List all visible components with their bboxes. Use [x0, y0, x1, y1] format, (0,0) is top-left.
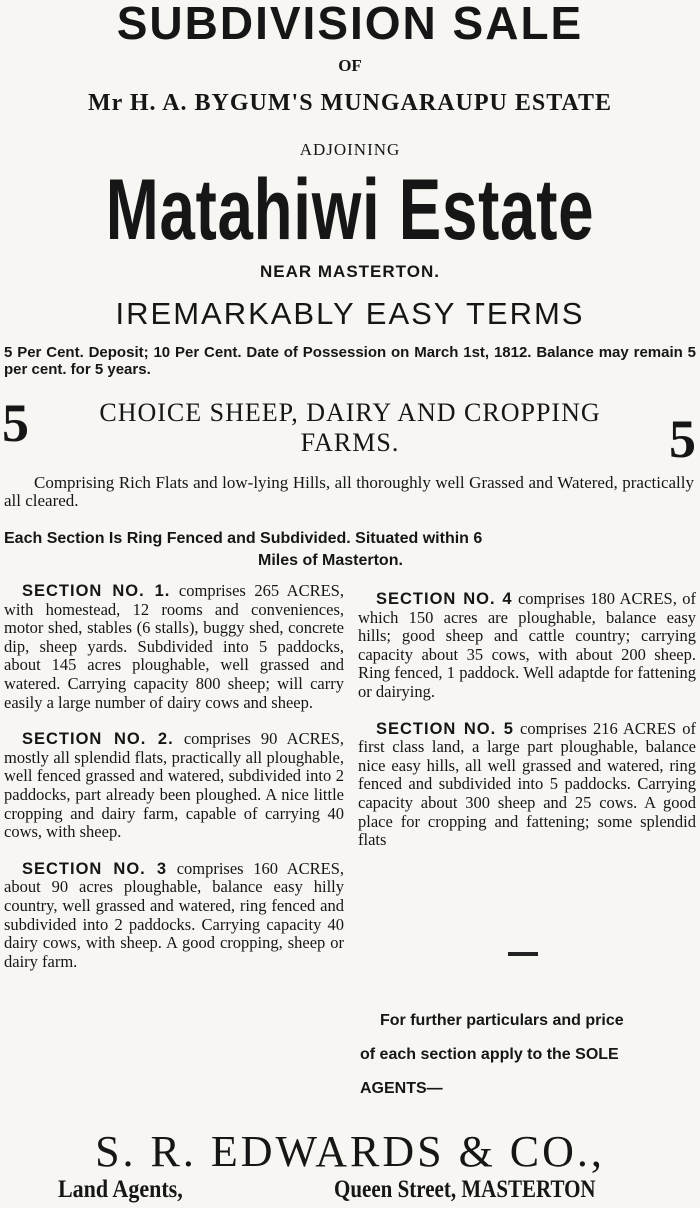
- of-label: OF: [338, 56, 362, 75]
- sale-title: SUBDIVISION SALE: [116, 0, 584, 49]
- farms-heading: CHOICE SHEEP, DAIRY AND CROPPING FARMS.: [99, 398, 601, 457]
- agent-role: Land Agents,: [58, 1176, 183, 1203]
- terms-heading: IREMARKABLY EASY TERMS: [115, 296, 585, 331]
- estate-name: Matahiwi Estate: [105, 162, 595, 258]
- owner-line: Mr H. A. BYGUM'S MUNGARAUPU ESTATE: [87, 90, 612, 116]
- section-2-heading: SECTION NO. 2.: [22, 730, 174, 749]
- section-4: [358, 590, 696, 702]
- sections-left-column: [4, 582, 344, 989]
- farm-count-left: 5: [2, 393, 29, 453]
- section-3-text: comprises 160 ACRES, about 90 acres ploughable, balance easy hilly country, well grassed and watered, ring fenced and subdivided into 2 paddocks. Carrying capacity 40 dairy cows, with sheep. A good cropping, sheep or dairy farm.: [4, 858, 344, 971]
- agent-name: S. R. EDWARDS & CO.,: [95, 1127, 605, 1176]
- deposit-terms: 5 Per Cent. Deposit; 10 Per Cent. Date of Possession on March 1st, 1812. Balance may remain 5 per cent. for 5 years.: [4, 344, 696, 378]
- section-5-text: comprises 216 ACRES of first class land, a large part ploughable, balance nice easy hills, all well grassed and watered, ring fenced and subdivided into 5 paddocks. Carrying capacity about 300 sheep and 25 cows. A good place for cropping and fattening; some splendid flats: [358, 718, 696, 850]
- further-line-3: AGENTS—: [360, 1080, 443, 1097]
- fencing-note-line-1: Each Section Is Ring Fenced and Subdivided. Situated within 6: [4, 530, 483, 547]
- section-1-heading: SECTION NO. 1.: [22, 582, 171, 600]
- further-line-1: For further particulars and price: [380, 1012, 624, 1029]
- location-line: NEAR MASTERTON.: [260, 262, 440, 281]
- section-1-text: comprises 265 ACRES, with homestead, 12 rooms and conveniences, motor shed, stables (6 stalls), buggy shed, concrete dip, sheep yards. Subdivided into 5 paddocks, about 145 acres ploughable, well grassed and watered. Carrying capacity 800 sheep; will carry easily a large number of dairy cows and sheep.: [4, 581, 344, 712]
- section-4-heading: SECTION NO. 4: [376, 590, 513, 608]
- fencing-note-line-2: Miles of Masterton.: [258, 552, 403, 569]
- description-paragraph: Comprising Rich Flats and low-lying Hills, all thoroughly well Grassed and Watered, practically all cleared.: [4, 473, 694, 510]
- agent-address: Queen Street, MASTERTON: [334, 1176, 596, 1203]
- section-5-heading: SECTION NO. 5: [376, 719, 514, 738]
- section-2-text: comprises 90 ACRES, mostly all splendid flats, practically all ploughable, well fenced grassed and watered, subdivided into 2 paddocks, part already been ploughed. A nice little cropping and dairy farm, capable of carrying 40 cows, with sheep.: [4, 729, 344, 842]
- section-3-heading: SECTION NO. 3: [22, 859, 168, 878]
- further-particulars: [360, 1004, 696, 1106]
- section-4-text: comprises 180 ACRES, of which 150 acres are ploughable, balance easy hills; good sheep and cattle country; carrying capacity about 35 cows, with about 200 sheep. Ring fenced, 1 paddock. Well adaptde for fattening or dairying.: [358, 589, 696, 701]
- further-line-2: of each section apply to the SOLE: [360, 1046, 619, 1063]
- sections-right-column: [358, 590, 696, 868]
- adjoining-label: ADJOINING: [299, 140, 401, 159]
- farm-count-right: 5: [669, 409, 696, 469]
- section-2: [4, 730, 344, 842]
- section-1: [4, 582, 344, 712]
- section-3: [4, 860, 344, 972]
- fencing-note: [4, 528, 694, 572]
- separator-dash: [508, 952, 538, 956]
- section-5: [358, 720, 696, 850]
